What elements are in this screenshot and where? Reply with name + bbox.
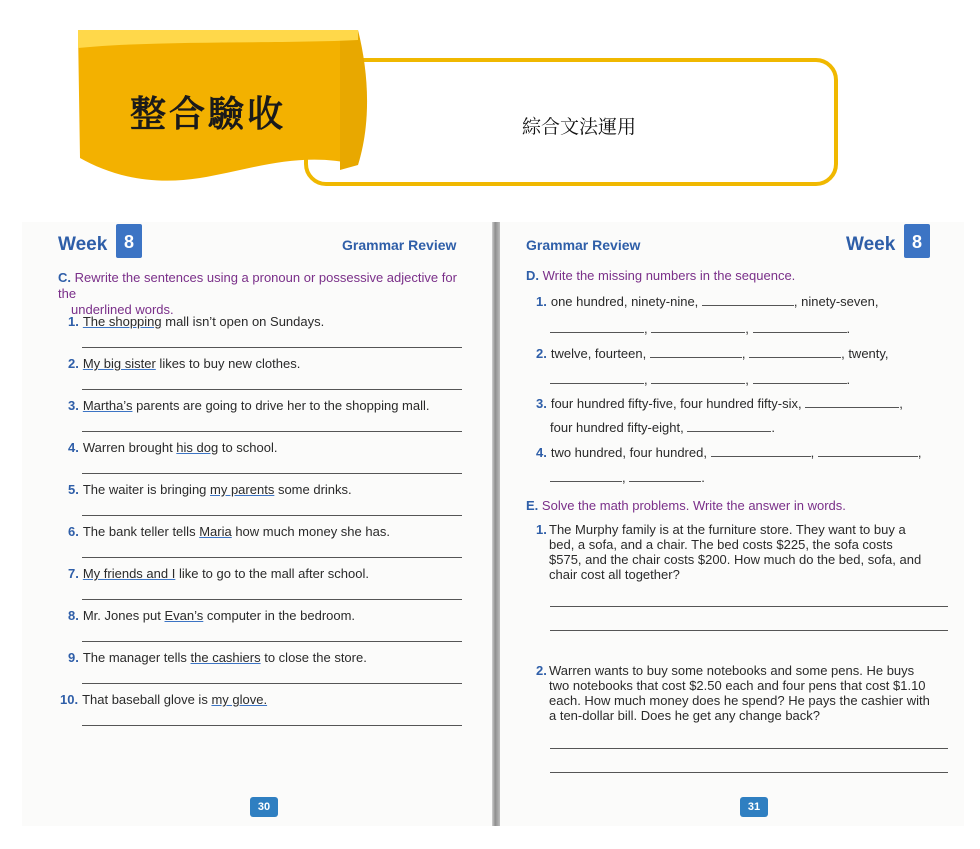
word-problem-1: 1. The Murphy family is at the furniture store. They want to buy a bed, a sofa, and a chair. The bed costs $225, the sofa costs $575, and the chair costs $200. How much do the bed, sofa, and chair cost all together? [536,522,922,582]
week-number-badge: 8 [904,224,930,258]
answer-blank[interactable] [753,332,847,333]
list-item: 8. Mr. Jones put Evan’s computer in the bedroom. [68,608,356,623]
list-item: 4. Warren brought his dog to school. [68,440,278,455]
section-d-instruction: D. Write the missing numbers in the sequence. [526,268,796,283]
page-number: 30 [250,797,278,817]
answer-line[interactable] [550,606,948,607]
grammar-review-header: Grammar Review [342,237,457,253]
list-item: 3. four hundred fifty-five, four hundred fifty-six, , [536,396,903,411]
word-problem-2: 2. Warren wants to buy some notebooks and some pens. He buys two notebooks that cost $2.50 each and four pens that cost $1.10 each. How much money does he spend? He pays the cashier with a ten-dollar bill. Does he get any change back? [536,663,930,723]
answer-blank[interactable] [687,431,771,432]
answer-line[interactable] [550,748,948,749]
answer-line[interactable] [82,515,462,516]
banner-subtitle: 綜合文法運用 [522,116,637,138]
answer-blank[interactable] [629,481,701,482]
section-e-instruction: E. Solve the math problems. Write the answer in words. [526,498,846,513]
list-item: , , . [550,321,850,337]
list-item: 4. two hundred, four hundred, , , [536,445,922,460]
list-item: , . [550,470,705,486]
workbook-spread [22,222,964,826]
answer-line[interactable] [82,641,462,642]
answer-blank[interactable] [651,383,745,384]
answer-blank[interactable] [550,481,622,482]
answer-blank[interactable] [711,456,811,457]
banner-title: 整合驗收 [130,94,287,135]
answer-line[interactable] [82,599,462,600]
grammar-review-header: Grammar Review [526,237,641,253]
answer-line[interactable] [550,772,948,773]
answer-blank[interactable] [749,357,841,358]
answer-line[interactable] [82,473,462,474]
answer-blank[interactable] [702,305,794,306]
answer-line[interactable] [82,683,462,684]
answer-blank[interactable] [550,383,644,384]
list-item: four hundred fifty-eight, . [550,420,775,435]
list-item: 1. one hundred, ninety-nine, , ninety-seven, [536,294,879,309]
week-label: Week [846,234,896,255]
list-item: 5. The waiter is bringing my parents some drinks. [68,482,352,497]
book-spine [492,222,500,826]
page-right [500,222,964,826]
week-number-badge: 8 [116,224,142,258]
answer-line[interactable] [82,557,462,558]
list-item: 6. The bank teller tells Maria how much money she has. [68,524,390,539]
list-item: 10. That baseball glove is my glove. [60,692,268,707]
answer-blank[interactable] [753,383,847,384]
week-label: Week [58,234,108,255]
section-c-instruction: C. Rewrite the sentences using a pronoun or possessive adjective for the underlined words. [58,270,457,317]
answer-blank[interactable] [550,332,644,333]
answer-line[interactable] [550,630,948,631]
list-item: 9. The manager tells the cashiers to close the store. [68,650,367,665]
answer-blank[interactable] [805,407,899,408]
list-item: 2. twelve, fourteen, , , twenty, [536,346,889,361]
list-item: 3. Martha’s parents are going to drive her to the shopping mall. [68,398,430,413]
answer-blank[interactable] [650,357,742,358]
list-item: , , . [550,372,850,388]
list-item: 2. My big sister likes to buy new clothes. [68,356,301,371]
answer-line[interactable] [82,431,462,432]
answer-blank[interactable] [818,456,918,457]
answer-line[interactable] [82,725,462,726]
answer-line[interactable] [82,389,462,390]
banner [0,0,980,200]
list-item: 1. The shopping mall isn’t open on Sundays. [68,314,325,329]
answer-blank[interactable] [651,332,745,333]
list-item: 7. My friends and I like to go to the mall after school. [68,566,369,581]
section-c-letter: C. [58,270,71,285]
answer-line[interactable] [82,347,462,348]
page-left [22,222,492,826]
page-number: 31 [740,797,768,817]
